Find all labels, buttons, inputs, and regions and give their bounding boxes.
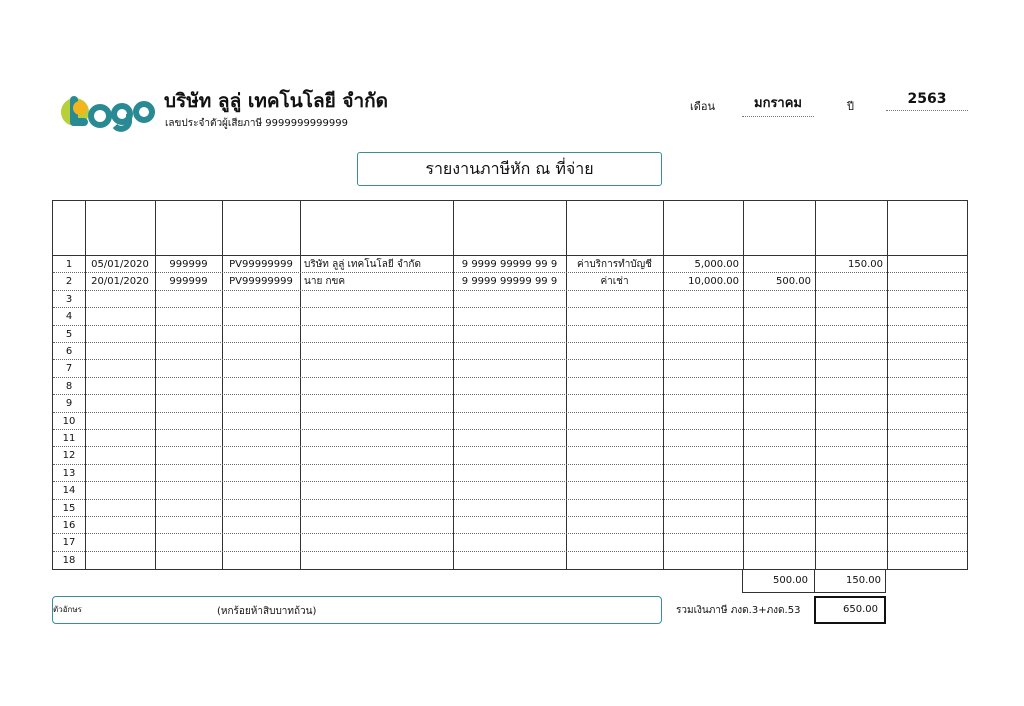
company-logo [60, 90, 155, 132]
sum-value: 650.00 [814, 596, 886, 624]
table-cell [453, 430, 566, 447]
table-cell [85, 291, 155, 308]
table-cell [743, 291, 815, 308]
table-cell [663, 517, 743, 534]
table-cell: 12 [62, 450, 76, 462]
table-cell: 999999 [169, 259, 208, 270]
table-cell [222, 465, 300, 482]
table-cell [222, 534, 300, 551]
table-cell [300, 534, 453, 551]
table-cell [566, 534, 663, 551]
table-cell [155, 413, 222, 430]
table-cell: ค่าบริการทำบัญชี [577, 259, 652, 270]
table-row [53, 256, 967, 273]
table-cell [566, 482, 663, 499]
table-cell [300, 378, 453, 395]
table-cell [300, 395, 453, 412]
table-cell [566, 465, 663, 482]
table-cell [815, 395, 887, 412]
table-cell [743, 482, 815, 499]
table-cell [815, 308, 887, 325]
table-cell: 11 [62, 433, 76, 444]
table-row [53, 447, 967, 464]
table-cell: นาย กขค [304, 276, 346, 288]
table-cell [663, 413, 743, 430]
table-cell [887, 395, 969, 412]
table-cell [85, 500, 155, 517]
table-cell [85, 326, 155, 343]
table-cell [743, 360, 815, 377]
table-cell [743, 326, 815, 343]
table-cell [815, 517, 887, 534]
table-cell [663, 378, 743, 395]
table-cell [815, 273, 887, 290]
table-cell [743, 413, 815, 430]
table-cell [887, 291, 969, 308]
table-cell [663, 447, 743, 464]
table-cell: 18 [62, 554, 76, 566]
table-cell [453, 482, 566, 499]
table-cell [815, 482, 887, 499]
total-pnd3: 500.00 [743, 570, 815, 592]
table-cell [300, 326, 453, 343]
table-cell [566, 552, 663, 569]
table-cell [663, 534, 743, 551]
table-cell [222, 378, 300, 395]
table-cell: 1 [65, 259, 73, 270]
table-cell [887, 360, 969, 377]
table-row [53, 430, 967, 447]
company-name: บริษัท ลูลู่ เทคโนโลยี จำกัด [164, 90, 388, 112]
table-cell [815, 413, 887, 430]
table-cell [743, 256, 815, 273]
words-value: (หกร้อยห้าสิบบาทถ้วน) [217, 606, 317, 617]
table-cell [663, 430, 743, 447]
table-cell [566, 430, 663, 447]
table-cell [155, 465, 222, 482]
table-row [53, 534, 967, 551]
table-cell [453, 291, 566, 308]
table-cell [453, 360, 566, 377]
year-field[interactable]: 2563 [886, 91, 968, 111]
table-cell [743, 517, 815, 534]
table-cell [566, 308, 663, 325]
sum-label: รวมเงินภาษี ภงด.3+ภงด.53 [676, 605, 801, 616]
table-cell [222, 552, 300, 569]
table-cell: 3 [65, 293, 73, 305]
table-cell [815, 534, 887, 551]
table-cell [222, 395, 300, 412]
table-cell [663, 343, 743, 360]
table-cell [300, 360, 453, 377]
total-pnd53: 150.00 [846, 575, 881, 586]
table-cell [887, 534, 969, 551]
table-cell [85, 534, 155, 551]
table-cell: 150.00 [848, 259, 883, 270]
report-table [52, 200, 968, 570]
table-cell [663, 308, 743, 325]
table-cell [663, 552, 743, 569]
table-cell [222, 482, 300, 499]
table-cell [300, 500, 453, 517]
table-cell [566, 291, 663, 308]
table-cell: PV99999999 [229, 259, 293, 270]
table-cell [155, 395, 222, 412]
table-cell [85, 413, 155, 430]
table-cell: 10 [62, 415, 76, 427]
table-cell [743, 430, 815, 447]
table-cell [85, 343, 155, 360]
table-cell [815, 326, 887, 343]
table-cell [887, 326, 969, 343]
table-row [53, 291, 967, 308]
table-cell [453, 465, 566, 482]
table-cell [815, 465, 887, 482]
table-cell [566, 447, 663, 464]
table-row [53, 465, 967, 482]
table-row [53, 378, 967, 395]
table-cell: 14 [62, 485, 76, 497]
table-cell [887, 465, 969, 482]
table-cell [887, 256, 969, 273]
table-row [53, 413, 967, 430]
table-cell [453, 395, 566, 412]
table-cell [663, 326, 743, 343]
table-cell [222, 447, 300, 464]
table-cell [453, 326, 566, 343]
tax-id: เลขประจำตัวผู้เสียภาษี 9999999999999 [165, 118, 348, 129]
table-cell [222, 500, 300, 517]
table-row [53, 360, 967, 377]
table-cell [453, 413, 566, 430]
table-cell: 9 [65, 398, 73, 410]
table-cell [743, 465, 815, 482]
table-cell [815, 378, 887, 395]
table-row [53, 552, 967, 569]
table-cell [663, 291, 743, 308]
table-cell [300, 465, 453, 482]
table-cell [155, 378, 222, 395]
table-cell: 7 [65, 363, 73, 375]
table-cell [566, 360, 663, 377]
table-cell: 5,000.00 [694, 259, 739, 270]
table-cell: 15 [62, 502, 76, 514]
table-cell [743, 308, 815, 325]
table-cell [155, 517, 222, 534]
table-cell [155, 291, 222, 308]
table-cell: 17 [62, 537, 76, 549]
table-cell [155, 552, 222, 569]
table-cell [815, 343, 887, 360]
table-cell [887, 308, 969, 325]
table-cell [85, 360, 155, 377]
table-cell [887, 378, 969, 395]
month-field[interactable]: มกราคม [742, 92, 814, 117]
table-cell [155, 360, 222, 377]
table-cell [743, 343, 815, 360]
table-cell: 9 9999 99999 99 9 [461, 259, 558, 270]
table-cell [887, 482, 969, 499]
table-cell: 05/01/2020 [91, 259, 149, 270]
table-cell [663, 360, 743, 377]
table-cell [743, 534, 815, 551]
table-row [53, 395, 967, 412]
table-cell [300, 291, 453, 308]
table-cell [887, 413, 969, 430]
table-cell [300, 430, 453, 447]
table-row [53, 482, 967, 499]
table-cell [815, 291, 887, 308]
table-cell [453, 517, 566, 534]
table-cell: 4 [65, 311, 73, 323]
table-cell [663, 465, 743, 482]
table-cell [155, 500, 222, 517]
table-cell [815, 552, 887, 569]
table-row [53, 500, 967, 517]
table-cell [887, 273, 969, 290]
table-cell [815, 430, 887, 447]
table-cell [85, 395, 155, 412]
table-cell [663, 482, 743, 499]
table-cell [222, 413, 300, 430]
table-cell [222, 430, 300, 447]
table-row [53, 343, 967, 360]
table-cell [453, 447, 566, 464]
table-cell: 2 [65, 276, 73, 288]
table-cell: 10,000.00 [688, 276, 739, 288]
table-cell: 20/01/2020 [91, 276, 149, 288]
table-cell [566, 413, 663, 430]
table-cell [566, 500, 663, 517]
table-cell [663, 500, 743, 517]
table-cell [453, 534, 566, 551]
table-cell [300, 552, 453, 569]
table-cell: 13 [62, 467, 76, 479]
table-cell: 9 9999 99999 99 9 [461, 276, 558, 288]
amount-in-words-box [52, 596, 662, 624]
table-cell [222, 326, 300, 343]
table-cell: 6 [65, 346, 73, 357]
table-cell [155, 308, 222, 325]
table-cell [85, 378, 155, 395]
table-cell: 999999 [169, 276, 208, 288]
table-cell: 500.00 [776, 276, 811, 288]
table-row [53, 517, 967, 534]
table-cell [815, 500, 887, 517]
month-label: เดือน [690, 100, 716, 113]
table-cell [743, 378, 815, 395]
table-cell: PV99999999 [229, 276, 293, 288]
totals-row [742, 570, 886, 593]
table-cell [300, 482, 453, 499]
table-cell [155, 482, 222, 499]
words-label: ตัวอักษร [53, 605, 82, 614]
table-cell [663, 395, 743, 412]
table-cell [85, 552, 155, 569]
table-cell [155, 326, 222, 343]
table-cell [743, 447, 815, 464]
table-cell [815, 447, 887, 464]
table-cell [300, 343, 453, 360]
table-cell [222, 360, 300, 377]
table-cell [566, 343, 663, 360]
table-cell [453, 378, 566, 395]
table-row [53, 273, 967, 290]
table-cell [155, 447, 222, 464]
table-cell [887, 552, 969, 569]
table-row [53, 326, 967, 343]
table-cell [453, 552, 566, 569]
table-cell [887, 447, 969, 464]
table-cell [566, 395, 663, 412]
table-cell [222, 517, 300, 534]
table-cell [222, 343, 300, 360]
table-cell [887, 500, 969, 517]
table-cell [887, 343, 969, 360]
table-cell [743, 395, 815, 412]
table-cell [453, 308, 566, 325]
table-cell [566, 378, 663, 395]
table-row [53, 308, 967, 325]
table-cell [222, 291, 300, 308]
table-cell [300, 413, 453, 430]
table-cell [815, 360, 887, 377]
table-cell [85, 447, 155, 464]
table-cell [155, 430, 222, 447]
table-cell: บริษัท ลูลู่ เทคโนโลยี จำกัด [304, 259, 421, 270]
table-cell [155, 534, 222, 551]
table-cell [155, 343, 222, 360]
table-cell: 8 [65, 380, 73, 392]
table-cell [300, 308, 453, 325]
table-cell [887, 430, 969, 447]
table-cell [566, 326, 663, 343]
table-cell [85, 308, 155, 325]
table-cell [300, 447, 453, 464]
table-cell [743, 552, 815, 569]
table-cell: 5 [65, 328, 73, 340]
table-cell [300, 517, 453, 534]
table-cell [566, 517, 663, 534]
table-cell [85, 465, 155, 482]
table-cell [222, 308, 300, 325]
table-cell [743, 500, 815, 517]
table-cell [453, 500, 566, 517]
table-cell [453, 343, 566, 360]
table-cell [887, 517, 969, 534]
table-cell [85, 430, 155, 447]
table-cell [85, 517, 155, 534]
table-cell: ค่าเช่า [600, 276, 629, 288]
year-label: ปี [847, 100, 854, 113]
table-cell [85, 482, 155, 499]
report-title: รายงานภาษีหัก ณ ที่จ่าย [357, 152, 662, 186]
table-cell: 16 [62, 520, 76, 531]
